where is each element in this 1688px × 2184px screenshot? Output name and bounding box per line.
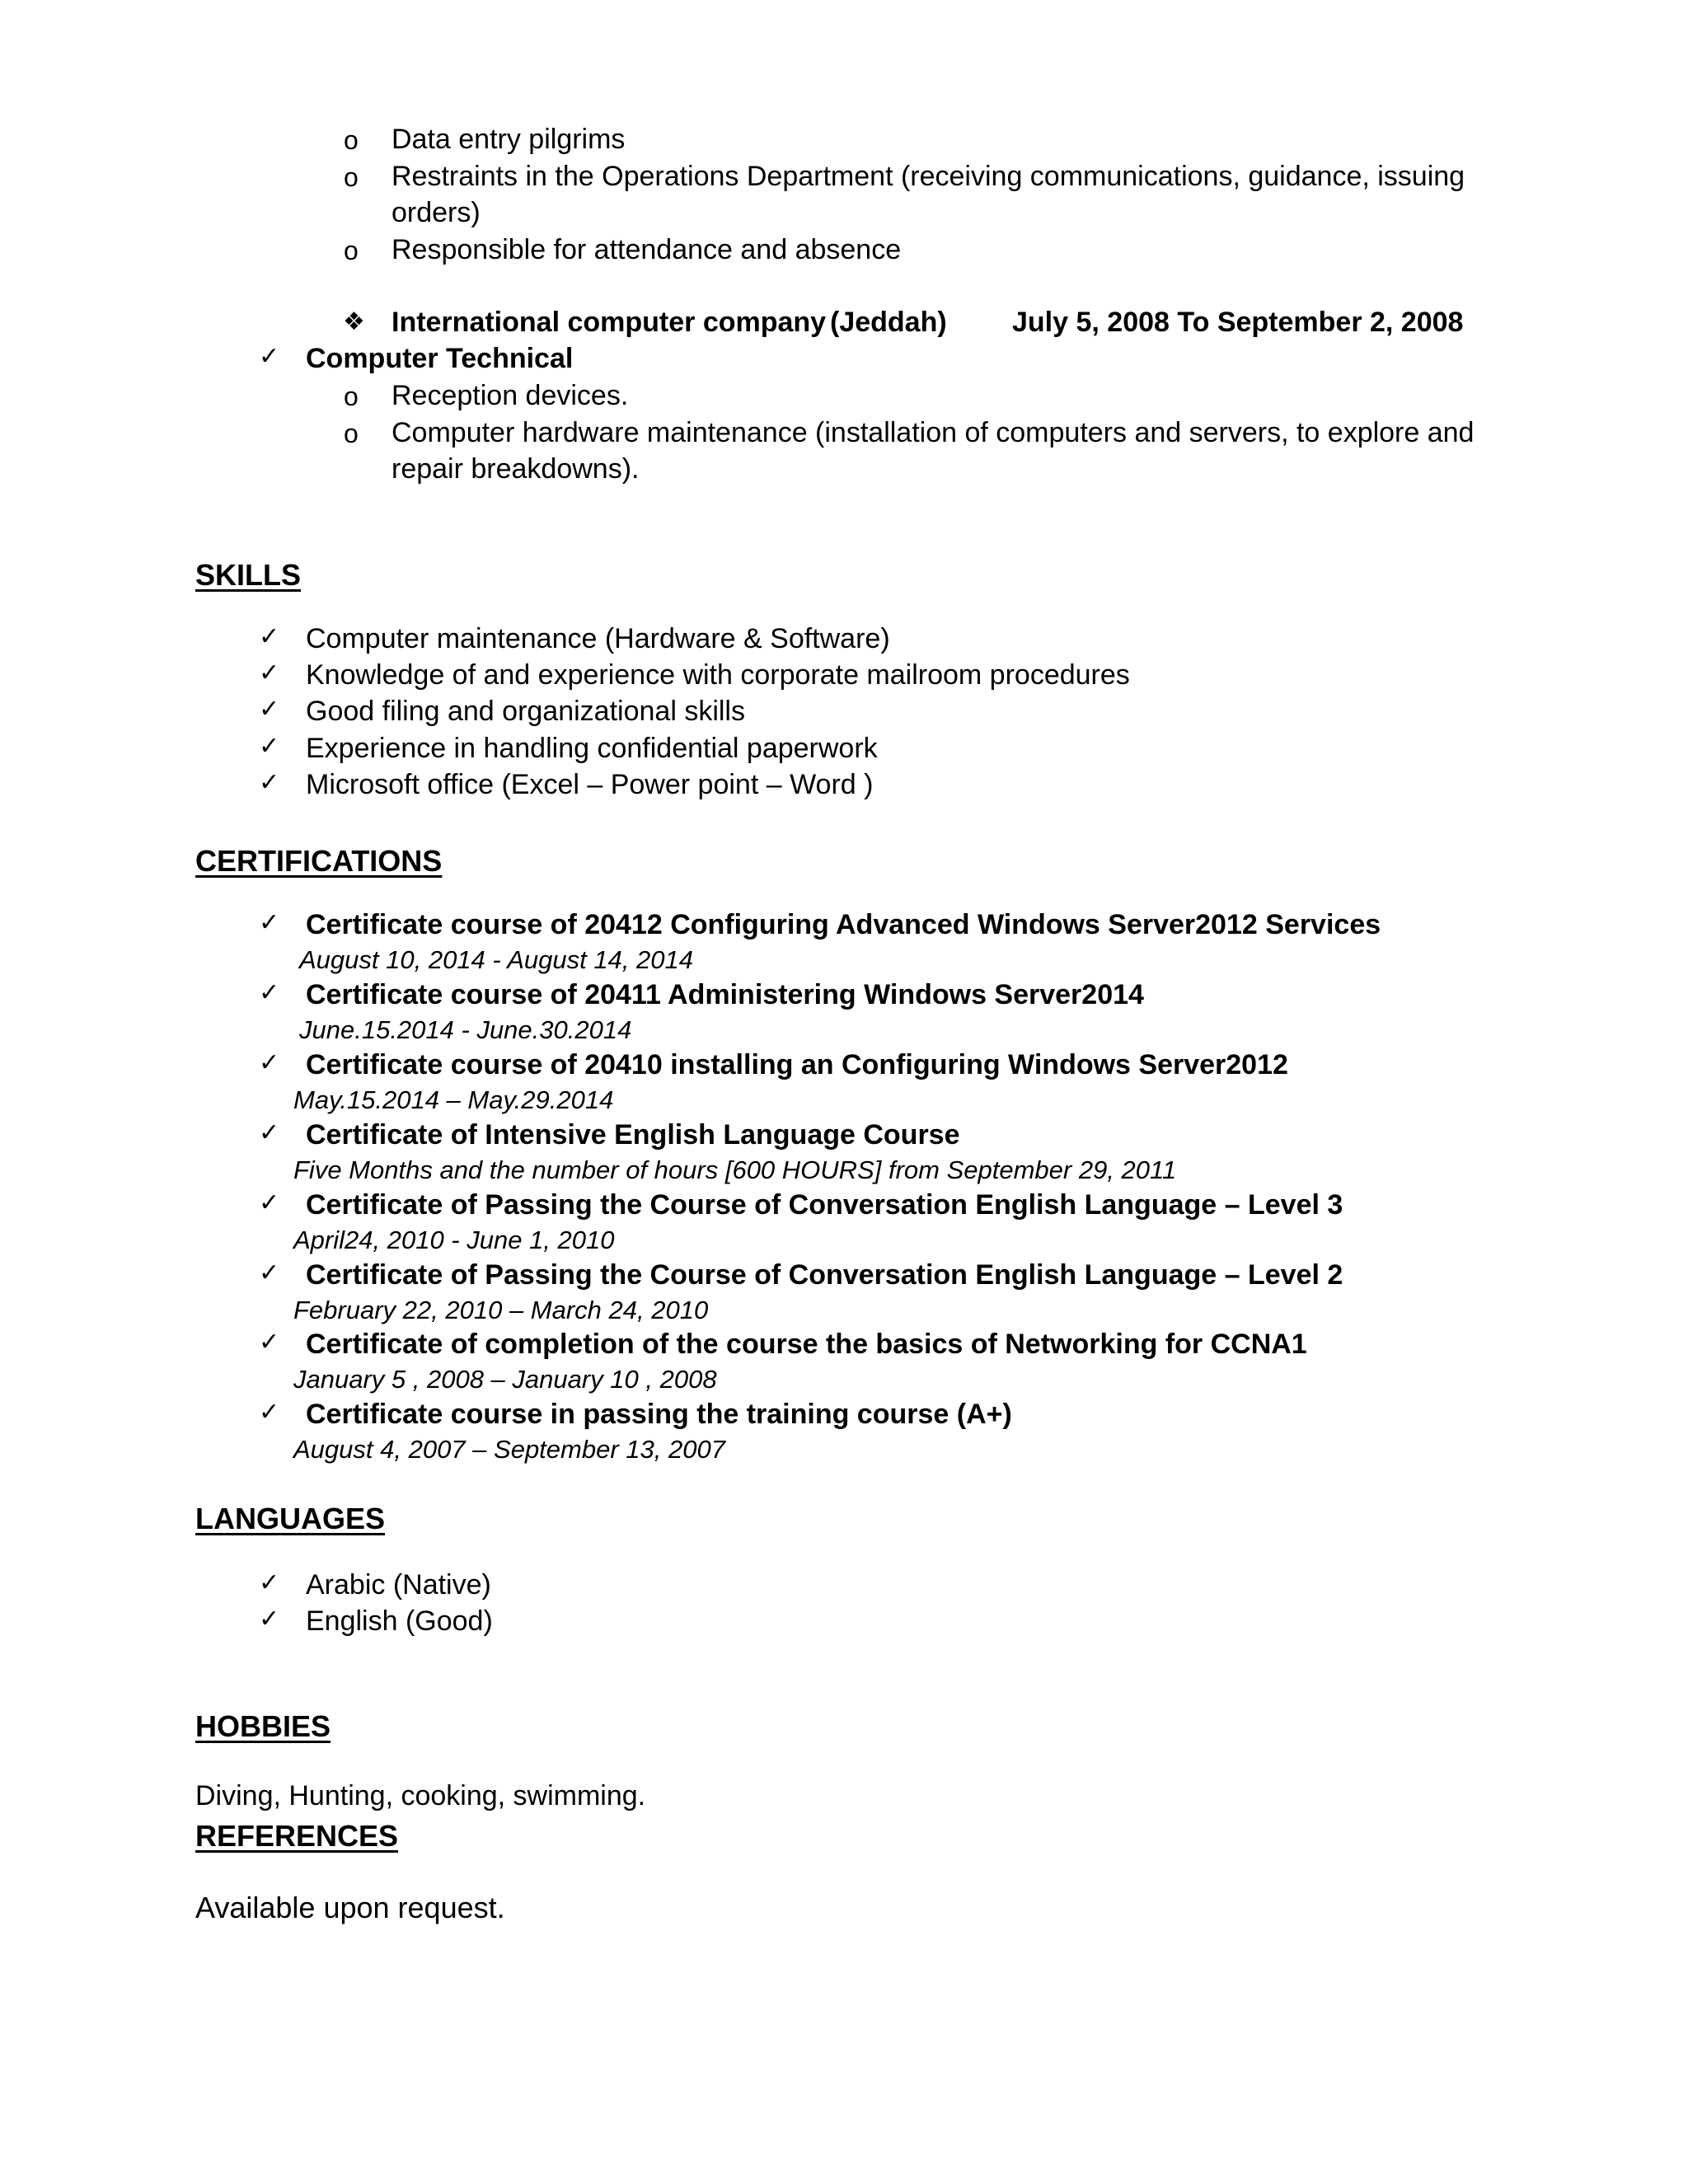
skill-item: Computer maintenance (Hardware & Software) bbox=[306, 623, 890, 654]
list-item: Data entry pilgrims bbox=[392, 124, 626, 155]
check-icon: ✓ bbox=[259, 1328, 280, 1357]
job-title: Computer Technical bbox=[306, 343, 574, 374]
job-company: International computer company bbox=[392, 307, 827, 338]
certificate-date: January 5 , 2008 – January 10 , 2008 bbox=[293, 1365, 717, 1394]
list-bullet: o bbox=[344, 125, 359, 155]
certificate-date: June.15.2014 - June.30.2014 bbox=[299, 1015, 632, 1044]
list-item: Computer hardware maintenance (installation of computers and servers, to explore and bbox=[392, 417, 1475, 448]
certificate-title: Certificate of Intensive English Language Course bbox=[306, 1119, 960, 1151]
skill-item: Experience in handling confidential paperwork bbox=[306, 733, 878, 764]
certificate-title: Certificate of completion of the course the basics of Networking for CCNA1 bbox=[306, 1329, 1307, 1360]
list-item: Restraints in the Operations Department (receiving communications, guidance, issuing bbox=[392, 161, 1465, 192]
check-icon: ✓ bbox=[259, 1118, 280, 1147]
certificate-date: May.15.2014 – May.29.2014 bbox=[293, 1085, 614, 1114]
list-bullet: o bbox=[344, 236, 359, 265]
check-icon: ✓ bbox=[259, 1048, 280, 1077]
check-icon: ✓ bbox=[259, 1188, 280, 1217]
certificate-title: Certificate of Passing the Course of Conversation English Language – Level 3 bbox=[306, 1189, 1343, 1221]
section-heading-skills: SKILLS bbox=[195, 558, 302, 592]
certificate-title: Certificate of Passing the Course of Conversation English Language – Level 2 bbox=[306, 1259, 1343, 1291]
section-heading-languages: LANGUAGES bbox=[195, 1502, 386, 1535]
check-icon: ✓ bbox=[259, 342, 280, 371]
certificate-title: Certificate course in passing the training course (A+) bbox=[306, 1399, 1012, 1430]
diamond-bullet-icon: ❖ bbox=[343, 307, 365, 336]
section-heading-hobbies: HOBBIES bbox=[195, 1709, 331, 1743]
check-icon: ✓ bbox=[259, 908, 280, 937]
language-item: Arabic (Native) bbox=[306, 1569, 491, 1601]
list-item: Responsible for attendance and absence bbox=[392, 234, 902, 265]
list-bullet: o bbox=[344, 382, 359, 411]
certificate-date: Five Months and the number of hours [600 HOURS] from September 29, 2011 bbox=[293, 1155, 1177, 1184]
certificate-date: August 4, 2007 – September 13, 2007 bbox=[293, 1435, 725, 1464]
list-item-continuation: repair breakdowns). bbox=[392, 453, 640, 485]
certificate-date: April24, 2010 - June 1, 2010 bbox=[293, 1226, 615, 1254]
references-text: Available upon request. bbox=[195, 1891, 505, 1924]
check-icon: ✓ bbox=[259, 978, 280, 1007]
certificate-title: Certificate course of 20410 installing an Configuring Windows Server2012 bbox=[306, 1049, 1288, 1080]
list-bullet: o bbox=[344, 419, 359, 448]
check-icon: ✓ bbox=[259, 1568, 280, 1597]
check-icon: ✓ bbox=[259, 768, 280, 797]
section-heading-references: REFERENCES bbox=[195, 1819, 399, 1853]
hobbies-text: Diving, Hunting, cooking, swimming. bbox=[195, 1780, 646, 1811]
list-item-continuation: orders) bbox=[392, 197, 481, 228]
list-item: Reception devices. bbox=[392, 380, 629, 411]
skill-item: Good filing and organizational skills bbox=[306, 696, 745, 727]
check-icon: ✓ bbox=[259, 695, 280, 724]
check-icon: ✓ bbox=[259, 622, 280, 651]
check-icon: ✓ bbox=[259, 732, 280, 761]
skill-item: Knowledge of and experience with corporate mailroom procedures bbox=[306, 659, 1130, 691]
check-icon: ✓ bbox=[259, 1398, 280, 1427]
language-item: English (Good) bbox=[306, 1605, 493, 1637]
check-icon: ✓ bbox=[259, 658, 280, 687]
certificate-date: August 10, 2014 - August 14, 2014 bbox=[299, 945, 693, 974]
certificate-title: Certificate course of 20412 Configuring Advanced Windows Server2012 Services bbox=[306, 909, 1381, 940]
job-dates: July 5, 2008 To September 2, 2008 bbox=[1012, 307, 1464, 338]
skill-item: Microsoft office (Excel – Power point – Word ) bbox=[306, 769, 874, 800]
check-icon: ✓ bbox=[259, 1605, 280, 1633]
job-location: (Jeddah) bbox=[830, 307, 947, 338]
certificate-title: Certificate course of 20411 Administering Windows Server2014 bbox=[306, 979, 1144, 1010]
check-icon: ✓ bbox=[259, 1258, 280, 1287]
certificate-date: February 22, 2010 – March 24, 2010 bbox=[293, 1296, 709, 1324]
list-bullet: o bbox=[344, 162, 359, 192]
section-heading-certifications: CERTIFICATIONS bbox=[195, 844, 443, 878]
